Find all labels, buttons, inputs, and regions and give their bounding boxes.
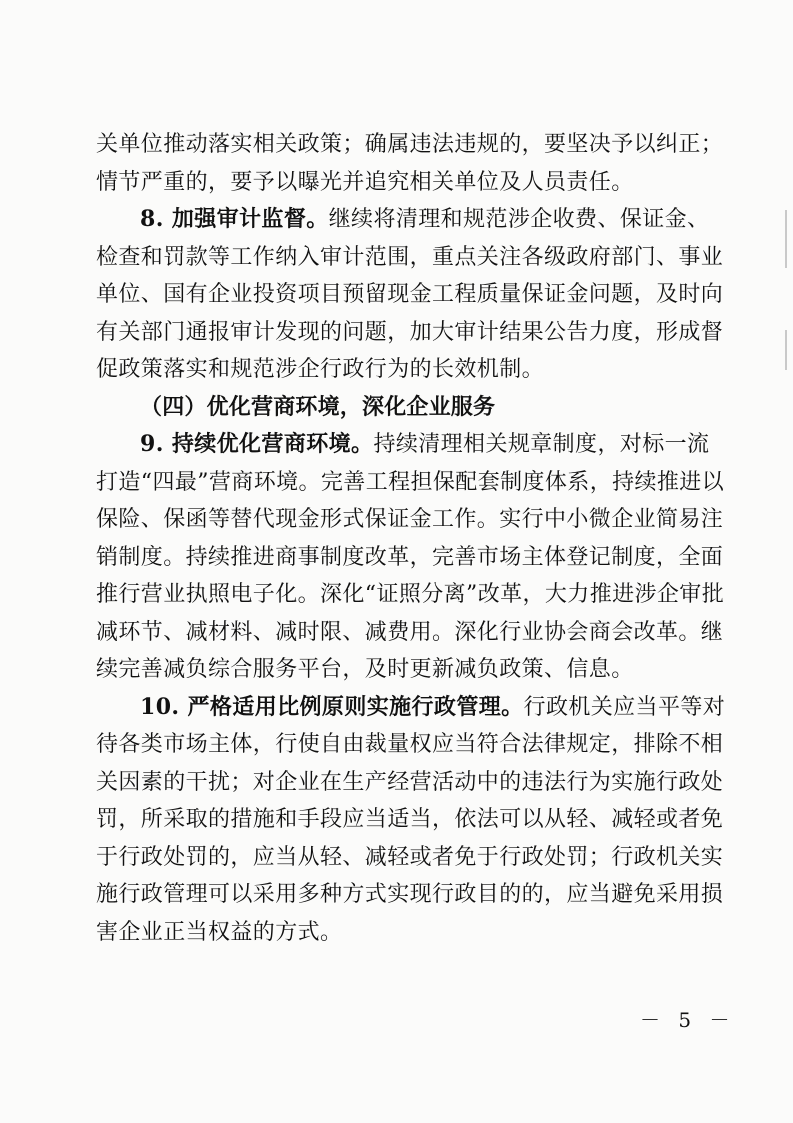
- paragraph-10-first-line: 10. 严格适用比例原则实施行政管理。行政机关应当平等对: [140, 693, 726, 720]
- scan-edge-mark: [785, 330, 787, 370]
- paragraph-line: 保险、保函等替代现金形式保证金工作。实行中小微企业简易注: [96, 507, 724, 532]
- paragraph-line: 于行政处罚的，应当从轻、减轻或者免于行政处罚；行政机关实: [96, 844, 724, 870]
- page-number: － 5 －: [640, 1008, 736, 1032]
- paragraph-10-heading: 10. 严格适用比例原则实施行政管理。: [140, 693, 524, 720]
- paragraph-line: 关因素的干扰；对企业在生产经营活动中的违法行为实施行政处: [96, 769, 724, 795]
- paragraph-line: 待各类市场主体，行使自由裁量权应当符合法律规定，排除不相: [96, 732, 724, 757]
- paragraph-line: 促政策落实和规范涉企行政行为的长效机制。: [96, 357, 545, 382]
- paragraph-line: 罚，所采取的措施和手段应当适当，依法可以从轻、减轻或者免: [96, 807, 724, 832]
- paragraph-9-first-line: 9. 持续优化营商环境。持续清理相关规章制度，对标一流: [140, 431, 710, 457]
- paragraph-8-first-line: 8. 加强审计监督。继续将清理和规范涉企收费、保证金、: [140, 206, 710, 232]
- paragraph-line: 关单位推动落实相关政策；确属违法违规的，要坚决予以纠正；: [96, 132, 724, 157]
- paragraph-line: 检查和罚款等工作纳入审计范围，重点关注各级政府部门、事业: [96, 244, 724, 270]
- paragraph-line: 减环节、减材料、减时限、减费用。深化行业协会商会改革。继: [96, 619, 724, 645]
- scan-edge-mark: [785, 210, 787, 268]
- paragraph-line: 情节严重的，要予以曝光并追究相关单位及人员责任。: [96, 169, 634, 195]
- paragraph-line: 害企业正当权益的方式。: [96, 919, 343, 945]
- paragraph-8-heading: 8. 加强审计监督。: [140, 206, 329, 232]
- paragraph-line: 打造“四最”营商环境。完善工程担保配套制度体系，持续推进以: [96, 469, 725, 495]
- paragraph-line: 单位、国有企业投资项目预留现金工程质量保证金问题，及时向: [96, 282, 724, 307]
- paragraph-line: 销制度。持续推进商事制度改革，完善市场主体登记制度，全面: [96, 544, 724, 570]
- paragraph-line: 续完善减负综合服务平台，及时更新减负政策、信息。: [96, 657, 634, 682]
- section-heading: （四）优化营商环境，深化企业服务: [140, 393, 496, 420]
- document-body: [96, 126, 726, 951]
- paragraph-9-heading: 9. 持续优化营商环境。: [140, 431, 374, 457]
- paragraph-line: 有关部门通报审计发现的问题，加大审计结果公告力度，形成督: [96, 319, 724, 345]
- paragraph-line: 推行营业执照电子化。深化“证照分离”改革，大力推进涉企审批: [96, 582, 725, 607]
- paragraph-line: 施行政管理可以采用多种方式实现行政目的的，应当避免采用损: [96, 882, 724, 907]
